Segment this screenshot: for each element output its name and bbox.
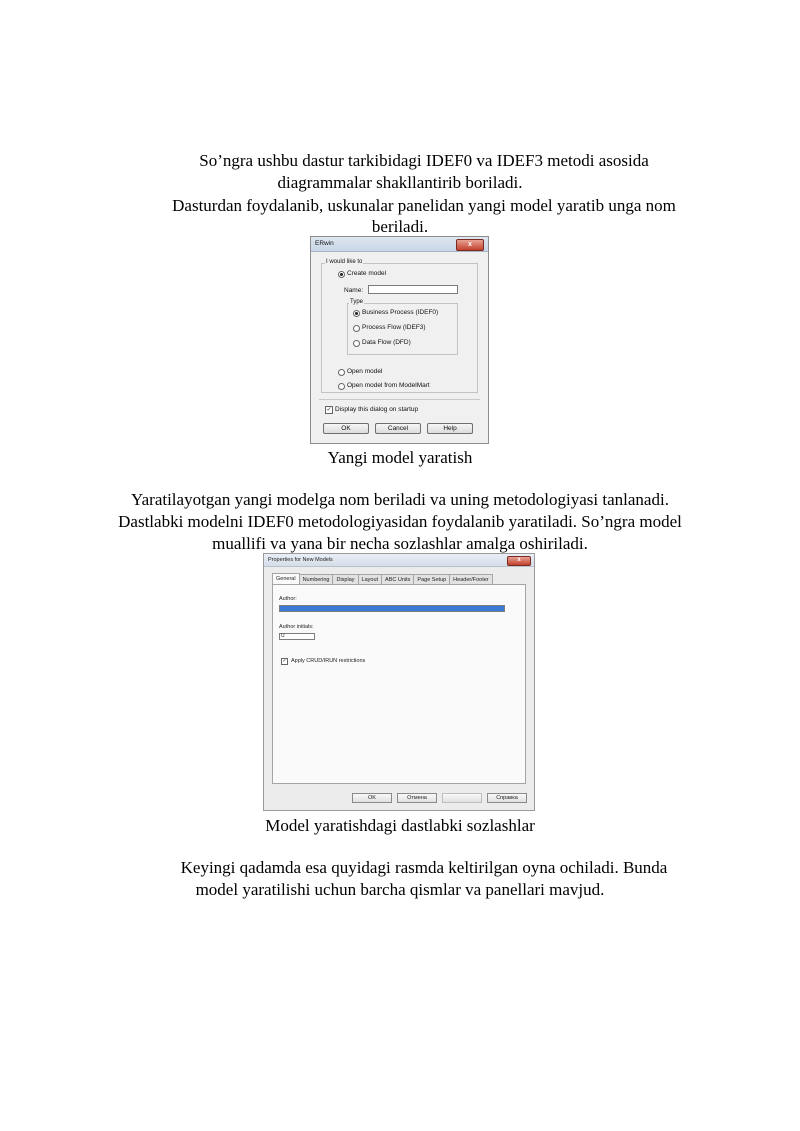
help-button[interactable]: Help [427,423,473,434]
dialog-title: Properties for New Models [268,557,333,563]
paragraph-4-line-2: model yaratilishi uchun barcha qismlar va panellari mavjud. [195,880,605,899]
tab-display[interactable]: Display [332,574,358,585]
figure-2-caption: Model yaratishdagi dastlabki sozlashlar [265,816,535,835]
tab-general[interactable]: General [272,573,300,585]
cancel-button[interactable]: Отмена [397,793,437,803]
paragraph-2-line-2: beriladi. [371,217,429,236]
ok-button[interactable]: OK [323,423,369,434]
ok-button[interactable]: OK [352,793,392,803]
dfd-radio[interactable] [353,340,360,347]
idef0-label: Business Process (IDEF0) [362,309,439,316]
paragraph-1-line-2: diagrammalar shakllantirib boriladi. [277,173,523,192]
dialog-titlebar [311,237,488,252]
display-on-startup-checkbox[interactable]: ✓ [326,407,332,413]
paragraph-3-line-3: muallifi va yana bir necha sozlashlar amalga oshiriladi. [212,534,588,553]
open-modelmart-label: Open model from ModelMart [347,382,430,389]
close-button[interactable]: x [507,556,531,566]
general-tab-panel [272,584,526,784]
tab-header-footer[interactable]: Header/Footer [449,574,492,585]
paragraph-4-line-1: Keyingi qadamda esa quyidagi rasmda keltirilgan oyna ochiladi. Bunda [180,858,668,877]
author-initials-input[interactable]: U [279,633,315,640]
dfd-label: Data Flow (DFD) [362,339,411,346]
paragraph-2-line-1: Dasturdan foydalanib, uskunalar panelidan yangi model yaratib unga nom [172,196,676,215]
author-label: Author: [279,596,297,602]
idef3-label: Process Flow (IDEF3) [362,324,426,331]
dialog-titlebar [264,554,534,567]
cancel-button[interactable]: Cancel [375,423,421,434]
author-input[interactable] [279,605,505,612]
name-label: Name: [344,287,364,294]
help-button[interactable]: Справка [487,793,527,803]
create-model-radio[interactable] [338,271,345,278]
paragraph-1-line-1: So’ngra ushbu dastur tarkibidagi IDEF0 va IDEF3 metodi asosida [199,151,649,170]
open-model-label: Open model [347,368,383,375]
apply-button[interactable] [442,793,482,803]
paragraph-3-line-2: Dastlabki modelni IDEF0 metodologiyasidan foydalanib yaratiladi. So’ngra model [118,512,682,531]
name-input[interactable] [368,285,458,294]
figure-1-caption: Yangi model yaratish [327,448,473,467]
apply-restrictions-checkbox[interactable]: ✓ [282,658,287,664]
tab-numbering[interactable]: Numbering [299,574,334,585]
display-on-startup-label: Display this dialog on startup [335,406,419,413]
paragraph-3-line-1: Yaratilayotgan yangi modelga nom beriladi va uning metodologiyasi tanlanadi. [131,490,669,509]
tab-layout[interactable]: Layout [358,574,383,585]
create-model-label: Create model [347,270,387,277]
open-model-radio[interactable] [338,369,345,376]
open-modelmart-radio[interactable] [338,383,345,390]
erwin-new-model-dialog [310,236,489,444]
author-initials-label: Author initials: [279,624,314,630]
dialog-title: ERwin [315,240,334,247]
type-group-label: Type [350,299,364,305]
separator [319,399,480,400]
close-button[interactable]: x [456,239,484,251]
idef0-radio[interactable] [353,310,360,317]
apply-restrictions-label: Apply CRUD/IRUN restrictions [291,658,366,664]
group-label: I would like to [326,259,363,265]
properties-dialog [263,553,535,811]
tab-page-setup[interactable]: Page Setup [413,574,450,585]
tab-abc-units[interactable]: ABC Units [381,574,414,585]
idef3-radio[interactable] [353,325,360,332]
